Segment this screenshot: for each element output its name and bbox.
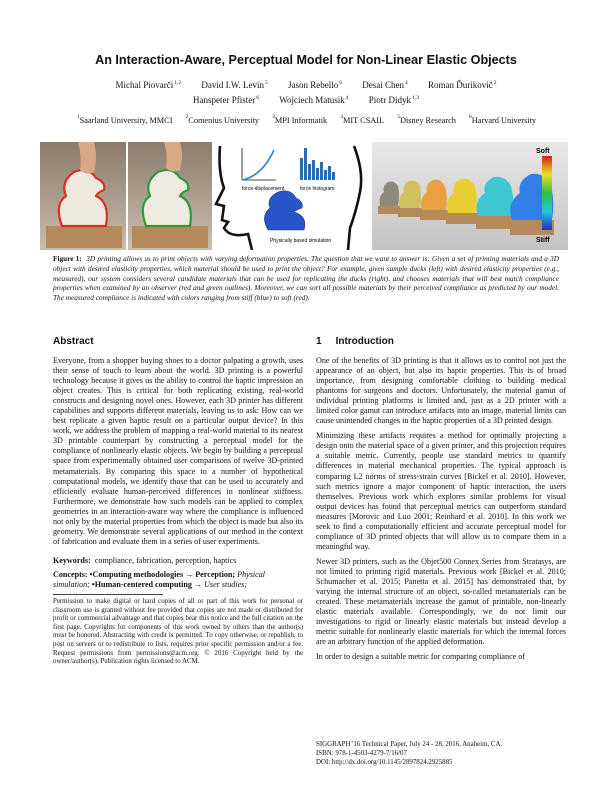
photo-duck-red-outline bbox=[40, 142, 126, 250]
finger-icon bbox=[164, 142, 182, 172]
simulation-duck-icon bbox=[264, 191, 304, 230]
author-name: Roman Ďurikovič$^2$ bbox=[428, 80, 497, 90]
author-list-row1 bbox=[20, 78, 592, 93]
affiliation: $^4$MIT CSAIL bbox=[340, 114, 385, 125]
intro-paragraph-1: One of the benefits of 3D printing is that it allows us to control not just the appearance of an object, but also its haptic properties. This is of broad importance, from designing comfortable clothing to building medical phantoms for surgeons and doctors. Unfortunately, the material gamut of individual printing platforms is limited and, just as a 2D printer with a limited color gamut can introduce artifacts into an image, material limits can cause unintended changes in the haptic properties of a 3D printed design. bbox=[316, 356, 566, 426]
soft-label: Soft bbox=[536, 148, 550, 155]
wooden-base bbox=[132, 226, 208, 248]
finger-icon bbox=[78, 142, 96, 174]
ccs-concepts bbox=[53, 570, 303, 590]
section-title: Introduction bbox=[335, 336, 394, 347]
force-displacement-curve bbox=[242, 150, 274, 180]
doi-line: DOI: http://dx.doi.org/10.1145/2897824.2925885 bbox=[316, 758, 453, 766]
intro-paragraph-2: Minimizing these artifacts requires a method for optimally projecting a design onto the material space of a given printer, and this projection requires a suitable metric. Currently, people use standard metrics to quantify differences in material mechanical properties. The typical approach is comparing L2 norms of stress-strain curves [Bickel et al. 2010]. However, such metrics ignore a major component of haptic interaction, the users themselves. Previous work which explores similar problems for visual output devices has found that perceptual metrics can outperform standard measures [Morovic and Luo 2001; Reinhard et al. 2010]. In this work we seek to find a computationally efficient and accurate perceptual model for compliance of 3D printed objects that will allow us to compare them in a meaningful way. bbox=[316, 431, 566, 551]
permission-notice: Permission to make digital or hard copies of all or part of this work for personal or classroom use is granted without fee provided that copies are not made or distributed for profit or commercial advantage and that copies bear this notice and the full citation on the first page. Copyrights for components of this work owned by others than the author(s) must be honored. Abstracting with credit is permitted. To copy otherwise, or republish, to post on servers or to redistribute to lists, requires prior specific permission and/or a fee. Request permissions from permissions@acm.org. © 2016 Copyright held by the owner/author(s). Publication rights licensed to ACM. bbox=[53, 598, 303, 666]
author-name: Hanspeter Pfister$^6$ bbox=[193, 95, 260, 105]
affiliation-list bbox=[20, 116, 592, 125]
head-silhouette-right bbox=[348, 146, 361, 250]
keywords-label: Keywords: bbox=[53, 555, 91, 565]
abstract-heading: Abstract bbox=[53, 336, 94, 347]
author-name: Piotr Didyk$^{1,3}$ bbox=[368, 95, 419, 105]
affiliation: $^6$Harvard University bbox=[469, 114, 537, 125]
simulation-label: Physically based simulation bbox=[270, 238, 332, 244]
affiliation: $^3$MPI Informatik bbox=[272, 114, 328, 125]
photo-duck-green-outline bbox=[128, 142, 212, 250]
force-histogram-label: force histogram bbox=[300, 186, 335, 192]
left-column bbox=[53, 336, 303, 667]
isbn-line: ISBN: 978-1-4503-4279-7/16/07 bbox=[316, 749, 407, 757]
author-name: Jason Rebello$^6$ bbox=[288, 80, 343, 90]
publication-info bbox=[316, 741, 568, 767]
compliance-color-bar bbox=[542, 156, 552, 230]
concept-2-sub: → User studies; bbox=[193, 579, 248, 589]
concept-1-sub: Physical simulation; bbox=[53, 569, 266, 589]
author-name: Michal Piovarči$^{1,2}$ bbox=[115, 80, 182, 90]
caption-lead: Figure 1: bbox=[53, 254, 82, 263]
concepts-label: Concepts: bbox=[53, 569, 88, 579]
footnote-divider bbox=[53, 594, 163, 595]
abstract-text: Everyone, from a shopper buying shoes to a doctor palpating a growth, uses their sense of touch to learn about the world. 3D printing is a powerful technology because it gives us the ability to control the haptic impression an object creates. This is critical for both replicating existing, real-world constructs and designing novel ones. However, each 3D printer has different capabilities and supports different materials, leaving us to ask: How can we best replicate a given haptic result on a particular output device? In this work, we address the problem of mapping a real-world material to its nearest 3D printable counterpart by constructing a perceptual model for the compliance of nonlinearly elastic objects. We begin by building a perceptual space from experimentally obtained user comparisons of twelve 3D-printed metamaterials. By comparing this space to a number of hypothetical computational models, we identify those that can be used to accurately and efficiently evaluate human-perceived differences in nonlinear stiffness. Furthermore, we demonstrate how such models can be applied to complex geometries in an interaction-aware way where the compliance is influenced not only by the material properties from which the object is made but also its geometry. We demonstrate several applications of our method in the context of fabrication and evaluate them in a series of user experiments. bbox=[53, 356, 303, 546]
author-name: David I.W. Levin$^5$ bbox=[201, 80, 268, 90]
intro-paragraph-3: Newer 3D printers, such as the Objet500 Connex Series from Stratasys, are not limited to printing rigid materials. Previous work [Bickel et al. 2010; Schumacher et al. 2015; Panetta et al. 2015] has demonstrated that, by varying the internal structure of an object, so-called metamaterials can be created. These metamaterials increase the gamut of printable, non-linearly elastic materials available. Correspondingly, we do not limit our investigations to rigid or linearly elastic materials but instead develop a metric suitable for nonlinearly elastic materials for which the internal forces are an arbitrary function of the applied deformation. bbox=[316, 556, 566, 647]
conference-line: SIGGRAPH '16 Technical Paper, July 24 - 28, 2016, Anaheim, CA. bbox=[316, 741, 503, 748]
author-name: Desai Chen$^4$ bbox=[362, 80, 408, 90]
right-column bbox=[316, 336, 566, 667]
affiliation: $^5$Disney Research bbox=[397, 114, 456, 125]
caption-body: 3D printing allows us to print objects with varying deformation properties. The question that we want to answer is: Given a set of printing materials and a 3D object with desired elasticity properties, which material should be used to print the object? For example, given sample ducks (left) with desired elasticity properties (e.g., measured), our system considers several candidate materials that can be used for replicating the ducks (right), and chooses materials that will best match compliance properties when examined by an observer (red and green outlines). Moreover, we can sort all possible materials by their perceived compliance as predicted by our model. The measured compliance is indicated with colors ranging from stiff (blue) to soft (red). bbox=[53, 254, 560, 302]
author-list-row2 bbox=[20, 93, 592, 108]
perceptual-model-diagram bbox=[214, 142, 370, 250]
section-number: 1 bbox=[316, 336, 322, 347]
affiliation: $^2$Comenius University bbox=[185, 114, 260, 125]
concept-1: •Computing methodologies → Perception; bbox=[89, 569, 236, 579]
figure-caption bbox=[53, 254, 559, 303]
intro-paragraph-4: In order to design a suitable metric for comparing compliance of bbox=[316, 652, 526, 662]
keywords-text: compliance, fabrication, perception, haptics bbox=[94, 555, 237, 565]
keywords bbox=[53, 556, 303, 566]
author-name: Wojciech Matusik$^4$ bbox=[279, 95, 349, 105]
force-displacement-label: force-displacement bbox=[242, 186, 285, 192]
affiliation: $^1$Saarland University, MMCI bbox=[76, 114, 173, 125]
head-silhouette-left bbox=[216, 146, 252, 250]
concept-2: •Human-centered computing bbox=[91, 579, 192, 589]
paper-title: An Interaction-Aware, Perceptual Model for Non-Linear Elastic Objects bbox=[95, 53, 517, 67]
force-histogram-bars bbox=[300, 148, 335, 180]
teaser-figure bbox=[40, 142, 568, 250]
wooden-base bbox=[46, 226, 122, 248]
photo-sorted-ducks bbox=[372, 142, 568, 250]
stiff-label: Stiff bbox=[536, 237, 550, 244]
introduction-heading bbox=[316, 336, 566, 348]
